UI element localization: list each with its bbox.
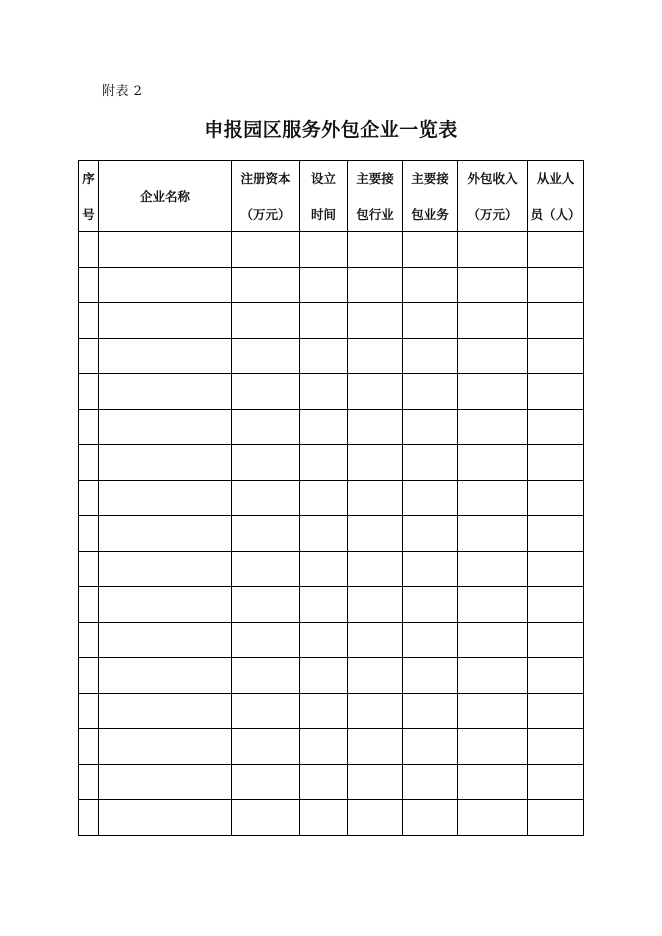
table-cell bbox=[232, 374, 300, 410]
header-registered-capital-line2: （万元） bbox=[240, 207, 291, 222]
table-cell bbox=[232, 800, 300, 836]
table-header-row bbox=[79, 161, 584, 232]
table-row bbox=[79, 551, 584, 587]
table-cell bbox=[300, 303, 348, 339]
table-cell bbox=[300, 480, 348, 516]
table-cell bbox=[79, 693, 99, 729]
table-row bbox=[79, 303, 584, 339]
table-cell bbox=[99, 480, 232, 516]
table-cell bbox=[348, 232, 403, 268]
header-outsourcing-revenue-line1: 外包收入 bbox=[467, 171, 518, 186]
table-cell bbox=[232, 693, 300, 729]
table-cell bbox=[348, 303, 403, 339]
table-cell bbox=[348, 658, 403, 694]
table-row bbox=[79, 445, 584, 481]
table-cell bbox=[528, 338, 584, 374]
table-cell bbox=[458, 303, 528, 339]
table-cell bbox=[403, 480, 458, 516]
table-cell bbox=[79, 622, 99, 658]
header-serial-number-line2: 号 bbox=[82, 207, 95, 222]
table-cell bbox=[458, 551, 528, 587]
table-cell bbox=[458, 658, 528, 694]
table-cell bbox=[99, 729, 232, 765]
table-row bbox=[79, 764, 584, 800]
table-cell bbox=[300, 516, 348, 552]
table-cell bbox=[79, 338, 99, 374]
table-cell bbox=[232, 729, 300, 765]
table-cell bbox=[300, 232, 348, 268]
table-row bbox=[79, 516, 584, 552]
table-cell bbox=[232, 303, 300, 339]
table-cell bbox=[99, 658, 232, 694]
header-main-business-line1: 主要接 bbox=[411, 171, 449, 186]
table-cell bbox=[348, 587, 403, 623]
table-cell bbox=[99, 303, 232, 339]
table-cell bbox=[232, 267, 300, 303]
table-cell bbox=[348, 693, 403, 729]
table-cell bbox=[403, 445, 458, 481]
table-cell bbox=[99, 622, 232, 658]
table-cell bbox=[458, 232, 528, 268]
table-cell bbox=[528, 551, 584, 587]
table-cell bbox=[528, 374, 584, 410]
table-cell bbox=[348, 409, 403, 445]
header-main-industry-line2: 包行业 bbox=[356, 207, 394, 222]
table-cell bbox=[232, 232, 300, 268]
header-establishment-date-line2: 时间 bbox=[310, 207, 336, 222]
table-cell bbox=[528, 658, 584, 694]
table-cell bbox=[99, 516, 232, 552]
table-cell bbox=[528, 409, 584, 445]
header-serial-number-line1: 序 bbox=[82, 171, 95, 186]
table-cell bbox=[348, 267, 403, 303]
table-cell bbox=[99, 374, 232, 410]
table-cell bbox=[403, 338, 458, 374]
table-cell bbox=[403, 303, 458, 339]
table-cell bbox=[528, 729, 584, 765]
table-cell bbox=[99, 587, 232, 623]
table-cell bbox=[232, 764, 300, 800]
table-row bbox=[79, 267, 584, 303]
table-row bbox=[79, 374, 584, 410]
table-cell bbox=[348, 374, 403, 410]
table-cell bbox=[348, 800, 403, 836]
table-cell bbox=[528, 267, 584, 303]
table-cell bbox=[99, 267, 232, 303]
table-cell bbox=[300, 622, 348, 658]
table-cell bbox=[458, 338, 528, 374]
table-cell bbox=[99, 409, 232, 445]
table-cell bbox=[300, 729, 348, 765]
table-cell bbox=[458, 480, 528, 516]
table-cell bbox=[528, 232, 584, 268]
table-cell bbox=[458, 622, 528, 658]
table-cell bbox=[99, 693, 232, 729]
table-cell bbox=[348, 445, 403, 481]
table-cell bbox=[403, 516, 458, 552]
table-cell bbox=[528, 764, 584, 800]
table-cell bbox=[79, 729, 99, 765]
table-cell bbox=[348, 516, 403, 552]
table-cell bbox=[458, 693, 528, 729]
header-establishment-date bbox=[300, 161, 348, 232]
table-cell bbox=[528, 622, 584, 658]
table-cell bbox=[300, 445, 348, 481]
company-list-table bbox=[78, 160, 584, 836]
header-main-industry bbox=[348, 161, 403, 232]
table-cell bbox=[300, 800, 348, 836]
header-outsourcing-revenue-line2: （万元） bbox=[467, 207, 518, 222]
table-cell bbox=[528, 516, 584, 552]
table-cell bbox=[403, 232, 458, 268]
header-registered-capital-line1: 注册资本 bbox=[240, 171, 291, 186]
table-cell bbox=[403, 693, 458, 729]
table-cell bbox=[458, 409, 528, 445]
table-cell bbox=[300, 551, 348, 587]
header-outsourcing-revenue bbox=[458, 161, 528, 232]
table-cell bbox=[79, 445, 99, 481]
table-cell bbox=[403, 551, 458, 587]
table-cell bbox=[403, 764, 458, 800]
table-cell bbox=[528, 303, 584, 339]
table-row bbox=[79, 729, 584, 765]
table-cell bbox=[403, 409, 458, 445]
header-employee-count-line2: 员（人） bbox=[530, 207, 581, 222]
header-company-name bbox=[99, 161, 232, 232]
table-cell bbox=[79, 764, 99, 800]
table-cell bbox=[232, 480, 300, 516]
table-cell bbox=[79, 232, 99, 268]
table-cell bbox=[458, 800, 528, 836]
table-cell bbox=[300, 693, 348, 729]
table-cell bbox=[300, 374, 348, 410]
table-cell bbox=[528, 693, 584, 729]
table-cell bbox=[79, 303, 99, 339]
table-cell bbox=[458, 445, 528, 481]
table-cell bbox=[232, 338, 300, 374]
header-main-business-line2: 包业务 bbox=[411, 207, 449, 222]
table-cell bbox=[300, 764, 348, 800]
header-registered-capital bbox=[232, 161, 300, 232]
table-cell bbox=[79, 800, 99, 836]
table-cell bbox=[99, 445, 232, 481]
header-establishment-date-line1: 设立 bbox=[310, 171, 336, 186]
table-cell bbox=[232, 409, 300, 445]
table-cell bbox=[528, 445, 584, 481]
table-cell bbox=[79, 480, 99, 516]
table-row bbox=[79, 800, 584, 836]
table-body bbox=[79, 232, 584, 836]
header-employee-count-line1: 从业人 bbox=[536, 171, 575, 186]
page-title: 申报园区服务外包企业一览表 bbox=[204, 119, 458, 141]
table-cell bbox=[300, 587, 348, 623]
table-row bbox=[79, 587, 584, 623]
table-cell bbox=[300, 409, 348, 445]
table-cell bbox=[403, 729, 458, 765]
table-cell bbox=[528, 480, 584, 516]
table-cell bbox=[458, 516, 528, 552]
table-cell bbox=[528, 800, 584, 836]
table-cell bbox=[403, 622, 458, 658]
attachment-label: 附表 2 bbox=[102, 84, 143, 99]
table-cell bbox=[99, 338, 232, 374]
table-cell bbox=[458, 374, 528, 410]
table-cell bbox=[300, 658, 348, 694]
table-cell bbox=[403, 800, 458, 836]
table-row bbox=[79, 232, 584, 268]
table-row bbox=[79, 658, 584, 694]
header-main-industry-line1: 主要接 bbox=[356, 171, 394, 186]
table-cell bbox=[348, 622, 403, 658]
table-cell bbox=[300, 267, 348, 303]
table-cell bbox=[232, 551, 300, 587]
table-cell bbox=[232, 587, 300, 623]
table-cell bbox=[348, 480, 403, 516]
table-cell bbox=[403, 658, 458, 694]
table-cell bbox=[232, 516, 300, 552]
table-cell bbox=[99, 551, 232, 587]
table-cell bbox=[79, 516, 99, 552]
table-cell bbox=[458, 267, 528, 303]
table-cell bbox=[403, 587, 458, 623]
table-cell bbox=[348, 338, 403, 374]
table-cell bbox=[348, 551, 403, 587]
table-cell bbox=[232, 445, 300, 481]
table-cell bbox=[348, 729, 403, 765]
table-cell bbox=[79, 267, 99, 303]
table-cell bbox=[300, 338, 348, 374]
table-cell bbox=[79, 551, 99, 587]
table-cell bbox=[458, 729, 528, 765]
table-row bbox=[79, 480, 584, 516]
table-cell bbox=[99, 764, 232, 800]
table-cell bbox=[232, 622, 300, 658]
table-cell bbox=[458, 764, 528, 800]
table-row bbox=[79, 693, 584, 729]
table-cell bbox=[79, 409, 99, 445]
table-cell bbox=[99, 232, 232, 268]
table-cell bbox=[348, 764, 403, 800]
header-employee-count bbox=[528, 161, 584, 232]
header-company-name-label: 企业名称 bbox=[139, 189, 190, 204]
table-row bbox=[79, 409, 584, 445]
table-cell bbox=[99, 800, 232, 836]
table-cell bbox=[403, 374, 458, 410]
table-cell bbox=[232, 658, 300, 694]
table-cell bbox=[528, 587, 584, 623]
table-cell bbox=[79, 658, 99, 694]
header-main-business bbox=[403, 161, 458, 232]
header-serial-number bbox=[79, 161, 99, 232]
table-row bbox=[79, 622, 584, 658]
table-cell bbox=[79, 587, 99, 623]
table-row bbox=[79, 338, 584, 374]
table-cell bbox=[458, 587, 528, 623]
table-cell bbox=[403, 267, 458, 303]
table-cell bbox=[79, 374, 99, 410]
